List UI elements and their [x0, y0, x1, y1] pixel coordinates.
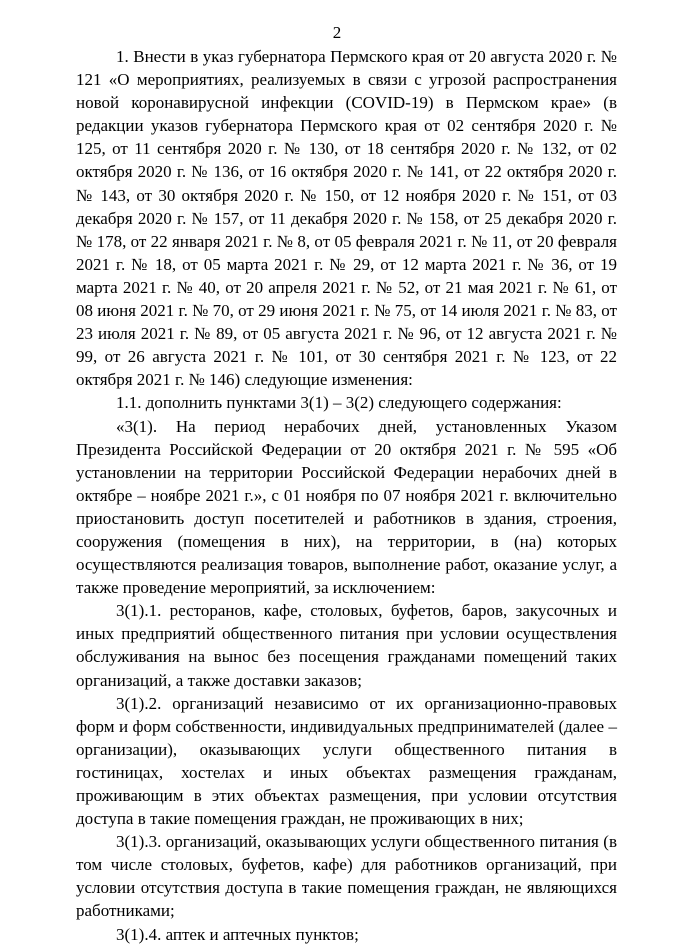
- page-number: 2: [332, 23, 342, 42]
- paragraph-amend-decree: 1. Внести в указ губернатора Пермского края от 20 августа 2020 г. № 121 «О мероприятиях, реализуемых в связи с угрозой распространения новой коронавирусной инфекции (COVID-19) в Пермском крае» (в редакции указов губернатора Пермского края от 02 сентября 2020 г. № 125, от 11 сентября 2020 г. № 130, от 18 сентября 2020 г. № 132, от 02 октября 2020 г. № 136, от 16 октября 2020 г. № 141, от 22 октября 2020 г. № 143, от 30 октября 2020 г. № 150, от 12 ноября 2020 г. № 151, от 03 декабря 2020 г. № 157, от 11 декабря 2020 г. № 158, от 25 декабря 2020 г. № 178, от 22 января 2021 г. № 8, от 05 февраля 2021 г. № 11, от 20 февраля 2021 г. № 18, от 05 марта 2021 г. № 29, от 12 марта 2021 г. № 36, от 19 марта 2021 г. № 40, от 20 апреля 2021 г. № 52, от 21 мая 2021 г. № 61, от 08 июня 2021 г. № 70, от 29 июня 2021 г. № 75, от 14 июля 2021 г. № 83, от 23 июля 2021 г. № 89, от 05 августа 2021 г. № 96, от 12 августа 2021 г. № 99, от 26 августа 2021 г. № 101, от 30 сентября 2021 г. № 123, от 22 октября 2021 г. № 146) следующие изменения:: [76, 47, 617, 390]
- paragraph-1-1: 1.1. дополнить пунктами 3(1) – 3(2) следующего содержания:: [116, 393, 562, 413]
- paragraph-3-1-1: 3(1).1. ресторанов, кафе, столовых, буфетов, баров, закусочных и иных предприятий общественного питания при условии осуществления обслуживания на вынос без посещения гражданами помещений таких организаций, а также доставки заказов;: [76, 601, 617, 690]
- paragraph-3-1-2: 3(1).2. организаций независимо от их организационно-правовых форм и форм собственности, индивидуальных предпринимателей (далее – организации), оказывающих услуги общественного питания в гостиницах, хостелах и иных объектах размещения гражданам, проживающим в этих объектах размещения, при условии отсутствия доступа в такие помещения граждан, не проживающих в них;: [76, 693, 617, 829]
- paragraph-3-1-4: 3(1).4. аптек и аптечных пунктов;: [116, 924, 359, 944]
- document-body: [76, 45, 617, 946]
- paragraph-3-1-3: 3(1).3. организаций, оказывающих услуги общественного питания (в том числе столовых, буфетов, кафе) для работников организаций, при условии отсутствия доступа в такие помещения граждан, не являющихся работниками;: [76, 832, 617, 921]
- paragraph-3-1: «3(1). На период нерабочих дней, установленных Указом Президента Российской Федерации от 20 октября 2021 г. № 595 «Об установлении на территории Российской Федерации нерабочих дней в октябре – ноябре 2021 г.», с 01 ноября по 07 ноября 2021 г. включительно приостановить доступ посетителей и работников в здания, строения, сооружения (помещения в них), на территории, в (на) которых осуществляются реализация товаров, выполнение работ, оказание услуг, а также проведение мероприятий, за исключением:: [76, 416, 617, 598]
